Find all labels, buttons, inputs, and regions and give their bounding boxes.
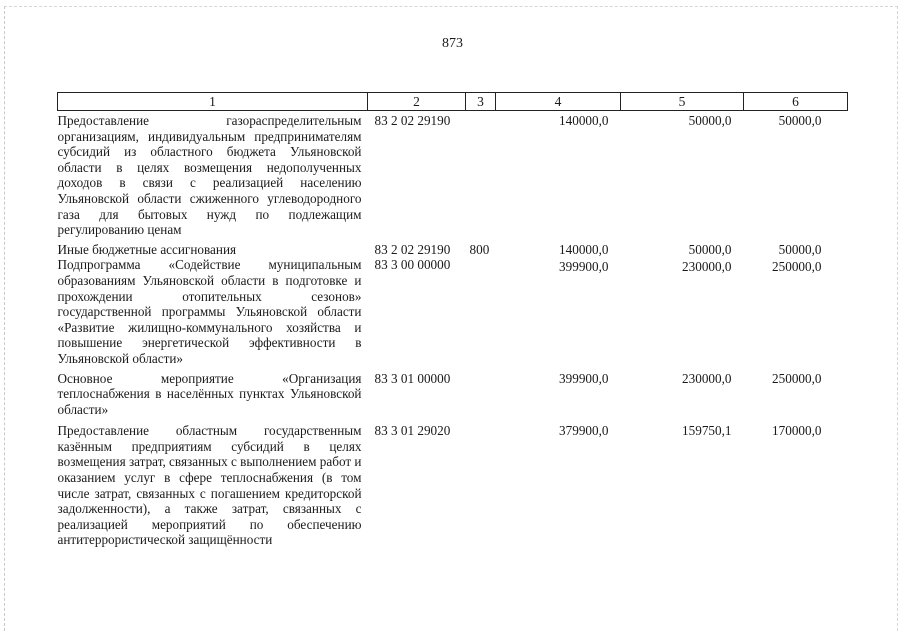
row-description: Предоставление областным государственным казённым предприятиям субсидий в целях возмещения затрат, связанных с выполнением работ и оказанием услуг в сфере теплоснабжения (в том числе затрат, связанных с погашением кредиторской задолженности), а также затрат, связанных с реализацией мероприятий по обеспечению антитеррористической защищённости	[57, 423, 362, 548]
table-row	[58, 111, 848, 240]
column-header-4: 4	[496, 93, 621, 111]
row-value-col5: 50000,0	[688, 241, 732, 257]
table-row	[58, 367, 848, 422]
row-value-col5: 50000,0	[688, 113, 732, 128]
row-description: Подпрограмма «Содействие муниципальным образованиям Ульяновской области в подготовке и прохождении отопительных сезонов» государственной программы Ульяновской области «Развитие жилищно-коммунального хозяйства и повышение энергетической эффективности в Ульяновской области»	[57, 257, 362, 366]
column-header-1: 1	[58, 93, 368, 111]
row-value-col4: 399900,0	[559, 259, 609, 275]
column-header-2: 2	[368, 93, 466, 111]
table-row	[58, 240, 848, 258]
row-value-col4: 399900,0	[559, 370, 609, 386]
row-expense-type	[466, 367, 496, 422]
row-value-col4: 140000,0	[559, 113, 609, 128]
row-value-col5: 230000,0	[682, 259, 732, 275]
row-value-col6: 170000,0	[772, 423, 822, 439]
row-value-col6: 250000,0	[772, 370, 822, 386]
row-description: Основное мероприятие «Организация теплоснабжения в населённых пунктах Ульяновской области»	[57, 370, 362, 417]
row-expense-type	[466, 111, 496, 240]
budget-table	[57, 92, 848, 548]
row-expense-type: 800	[469, 241, 490, 257]
page-number: 873	[442, 36, 463, 51]
row-code: 83 2 02 29190	[374, 113, 451, 128]
column-header-6: 6	[744, 93, 848, 111]
row-expense-type	[466, 421, 496, 548]
column-header-3: 3	[466, 93, 496, 111]
row-value-col6: 50000,0	[778, 241, 822, 257]
row-value-col4: 140000,0	[559, 241, 609, 257]
row-value-col5: 230000,0	[682, 370, 732, 386]
row-code: 83 3 01 00000	[374, 370, 451, 386]
row-value-col4: 379900,0	[559, 423, 609, 439]
table-row	[58, 257, 848, 366]
row-value-col6: 250000,0	[772, 259, 822, 275]
table-row	[58, 421, 848, 548]
row-value-col5: 159750,1	[682, 423, 732, 439]
row-description: Иные бюджетные ассигнования	[57, 241, 237, 257]
table-header-row	[58, 93, 848, 111]
row-description: Предоставление газораспределительным организациям, индивидуальным предпринимателям субсидий из областного бюджета Ульяновской области в целях возмещения недополученных доходов в связи с реализацией населению Ульяновской области сжиженного углеводородного газа для бытовых нужд по подлежащим регулированию ценам	[57, 113, 362, 238]
row-code: 83 3 01 29020	[374, 423, 451, 439]
column-header-5: 5	[621, 93, 744, 111]
row-code: 83 2 02 29190	[374, 241, 451, 257]
row-code: 83 3 00 00000	[374, 257, 451, 273]
row-expense-type	[466, 257, 496, 366]
row-value-col6: 50000,0	[778, 113, 822, 128]
